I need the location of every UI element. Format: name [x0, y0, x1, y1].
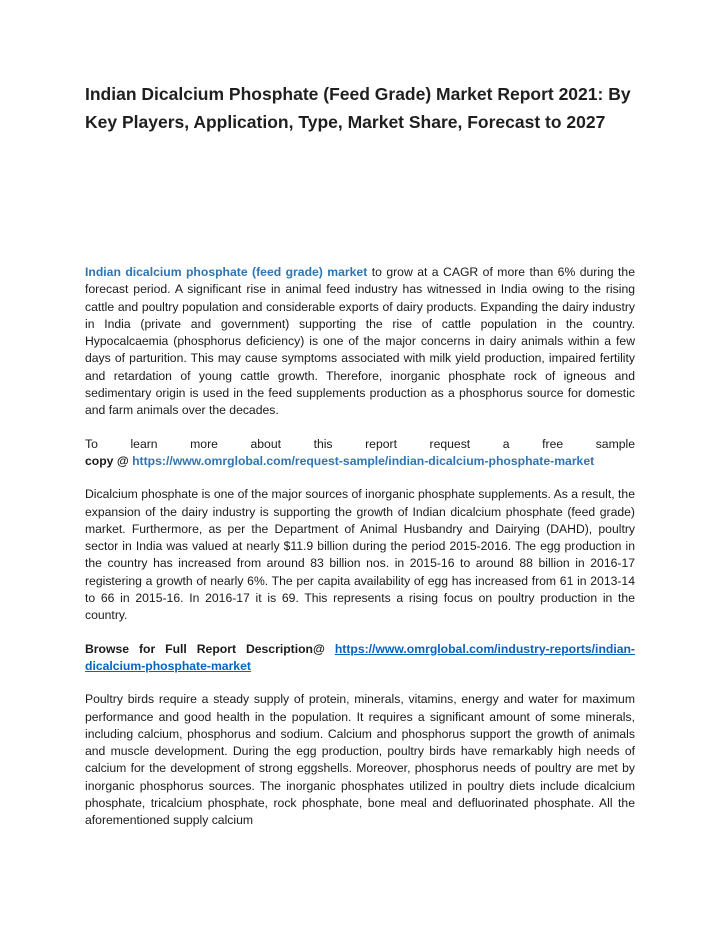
paragraph-intro	[85, 264, 635, 420]
paragraph-poultry: Poultry birds require a steady supply of protein, minerals, vitamins, energy and water for maximum performance and good health in the population. It requires a significant amount of some minerals, including calcium, phosphorus and sodium. Calcium and phosphorus support the growth of animals and muscle development. During the egg production, poultry birds have remarkably high needs of calcium for the development of strong eggshells. Moreover, phosphorus needs of poultry are met by inorganic phosphorus sources. The inorganic phosphates utilized in poultry diets include dicalcium phosphate, tricalcium phosphate, rock phosphate, bone meal and defluorinated phosphate. All the aforementioned supply calcium	[85, 692, 635, 828]
page-title: Indian Dicalcium Phosphate (Feed Grade) Market Report 2021: By Key Players, Application, Type, Market Share, Forecast to 2027	[85, 84, 631, 132]
paragraph-dicalcium: Dicalcium phosphate is one of the major sources of inorganic phosphate supplements. As a result, the expansion of the dairy industry is supporting the growth of Indian dicalcium phosphate (feed grade) market. Furthermore, as per the Department of Animal Husbandry and Dairying (DAHD), poultry sector in India was valued at nearly $11.9 billion during the period 2015-2016. The egg production in the country has increased from around 83 billion nos. in 2015-16 to around 88 billion in 2016-17 registering a growth of nearly 6%. The per capita availability of egg has increased from 61 in 2013-14 to 66 in 2015-16. In 2016-17 it is 69. This represents a rising focus on poultry production in the country.	[85, 487, 635, 623]
document-page	[85, 80, 635, 830]
paragraph-sample-request	[85, 436, 635, 453]
intro-text: to grow at a CAGR of more than 6% during the forecast period. A significant rise in animal feed industry has witnessed in India owing to the rising cattle and poultry population and considerable exports of dairy products. Expanding the dairy industry in India (private and government) supporting the rise of cattle population in the country. Hypocalcaemia (phosphorus deficiency) is one of the major concerns in dairy animals within a few days of parturition. This may cause symptoms associated with milk yield production, impaired fertility and retardation of young cattle growth. Therefore, inorganic phosphate rock of igneous and sedimentary origin is used in the feed supplements production as a phosphorus source for domestic and farm animals over the decades.	[85, 265, 635, 418]
paragraph-sample-link-line	[85, 453, 635, 470]
sample-prefix: copy @	[85, 453, 133, 468]
full-report-link[interactable]: https://www.omrglobal.com/industry-reports/indian-dicalcium-phosphate-market	[85, 641, 635, 673]
market-link[interactable]: Indian dicalcium phosphate (feed grade) market	[85, 265, 368, 279]
sample-request-link[interactable]: https://www.omrglobal.com/request-sample/indian-dicalcium-phosphate-market	[132, 453, 595, 468]
sample-request-text: To learn more about this report request a free sample	[85, 436, 635, 451]
browse-label: Browse for Full Report Description@	[85, 641, 335, 656]
paragraph-browse	[85, 641, 635, 676]
